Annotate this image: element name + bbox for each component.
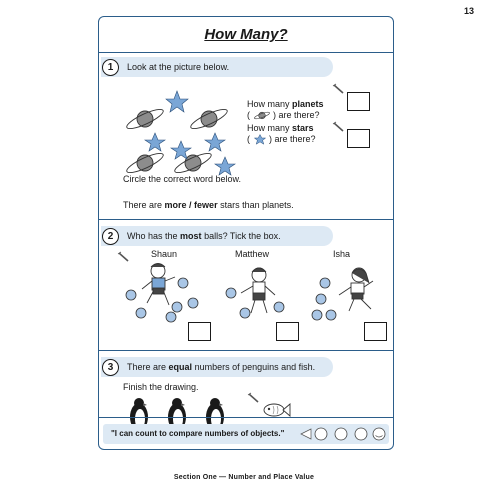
pencil-icon — [247, 392, 261, 404]
page-number: 13 — [463, 6, 474, 16]
star-small-icon — [253, 134, 267, 145]
star-icon — [145, 133, 165, 151]
face-icon — [315, 428, 327, 440]
tick-box-matthew[interactable] — [276, 322, 299, 341]
pencil-icon — [301, 429, 311, 439]
ball-icon — [172, 302, 182, 312]
child-name-isha: Isha — [333, 249, 351, 259]
planet-icon — [125, 106, 165, 132]
stars-question — [247, 123, 316, 145]
pencil-icon — [332, 121, 346, 133]
planets-answer-box[interactable] — [347, 92, 370, 111]
star-icon — [205, 133, 225, 151]
child-name-shaun: Shaun — [151, 249, 178, 259]
face-icon — [373, 428, 385, 440]
planet-small-icon — [253, 111, 271, 120]
face-icon — [355, 428, 367, 440]
star-icon — [166, 91, 188, 112]
ball-icon — [136, 308, 146, 318]
tick-box-isha[interactable] — [364, 322, 387, 341]
ball-icon — [320, 278, 330, 288]
ball-icon — [316, 294, 326, 304]
child-name-matthew: Matthew — [235, 249, 270, 259]
planets-and-stars-picture — [121, 79, 242, 187]
self-assessment-faces — [299, 425, 387, 443]
stars-bold-word: stars — [292, 123, 314, 133]
face-icon — [335, 428, 347, 440]
question-3-band — [101, 357, 333, 377]
stars-paren-close: ) are there? — [269, 134, 316, 144]
compare-post-text: stars than planets. — [220, 200, 294, 210]
pencil-icon — [332, 83, 346, 95]
planets-question-text: How many — [247, 99, 290, 109]
ball-icon — [188, 298, 198, 308]
question-3-post: numbers of penguins and fish. — [194, 362, 316, 372]
worksheet — [98, 16, 394, 450]
question-2-text — [127, 231, 281, 241]
matthew-with-balls-illustration — [221, 261, 291, 323]
ball-icon — [226, 288, 236, 298]
planets-question — [247, 99, 324, 121]
question-2-post: balls? Tick the box. — [204, 231, 281, 241]
more-fewer-choice[interactable]: more / fewer — [164, 200, 218, 210]
ball-icon — [240, 308, 250, 318]
planet-icon — [125, 150, 165, 176]
section-heading: Section One — Number and Place Value — [173, 474, 315, 481]
question-2-bold: most — [180, 231, 202, 241]
footer-strip — [103, 424, 389, 444]
finish-instruction: Finish the drawing. — [123, 382, 199, 392]
separator — [99, 219, 393, 220]
ball-icon — [326, 310, 336, 320]
planet-icon — [189, 106, 229, 132]
compare-sentence — [123, 200, 294, 211]
question-3-pre: There are — [127, 362, 167, 372]
question-2-pre: Who has the — [127, 231, 178, 241]
question-3-bold: equal — [168, 362, 193, 372]
ball-icon — [126, 290, 136, 300]
page-title: How Many? — [204, 26, 288, 43]
ball-icon — [166, 312, 176, 322]
planets-bold-word: planets — [292, 99, 324, 109]
stars-answer-box[interactable] — [347, 129, 370, 148]
stars-paren-open: ( — [247, 134, 250, 144]
question-1-instruction: Look at the picture below. — [127, 62, 230, 72]
isha-with-balls-illustration — [309, 261, 385, 323]
ball-icon — [274, 302, 284, 312]
circle-instruction: Circle the correct word below. — [123, 174, 242, 184]
planets-paren-close: ) are there? — [273, 110, 320, 120]
learning-objective: "I can count to compare numbers of objects." — [111, 429, 285, 438]
question-3-text — [127, 362, 315, 372]
title-bar — [99, 17, 393, 53]
question-3-number: 3 — [102, 359, 119, 376]
planets-paren-open: ( — [247, 110, 250, 120]
ball-icon — [312, 310, 322, 320]
question-1-number: 1 — [102, 59, 119, 76]
ball-icon — [178, 278, 188, 288]
compare-pre-text: There are — [123, 200, 163, 210]
footer-bar — [99, 417, 393, 450]
separator — [99, 350, 393, 351]
stars-question-text: How many — [247, 123, 290, 133]
shaun-with-balls-illustration — [123, 261, 203, 323]
question-1-band — [101, 57, 333, 77]
question-2-band — [101, 226, 333, 246]
question-2-number: 2 — [102, 228, 119, 245]
tick-box-shaun[interactable] — [188, 322, 211, 341]
star-icon — [215, 157, 235, 175]
